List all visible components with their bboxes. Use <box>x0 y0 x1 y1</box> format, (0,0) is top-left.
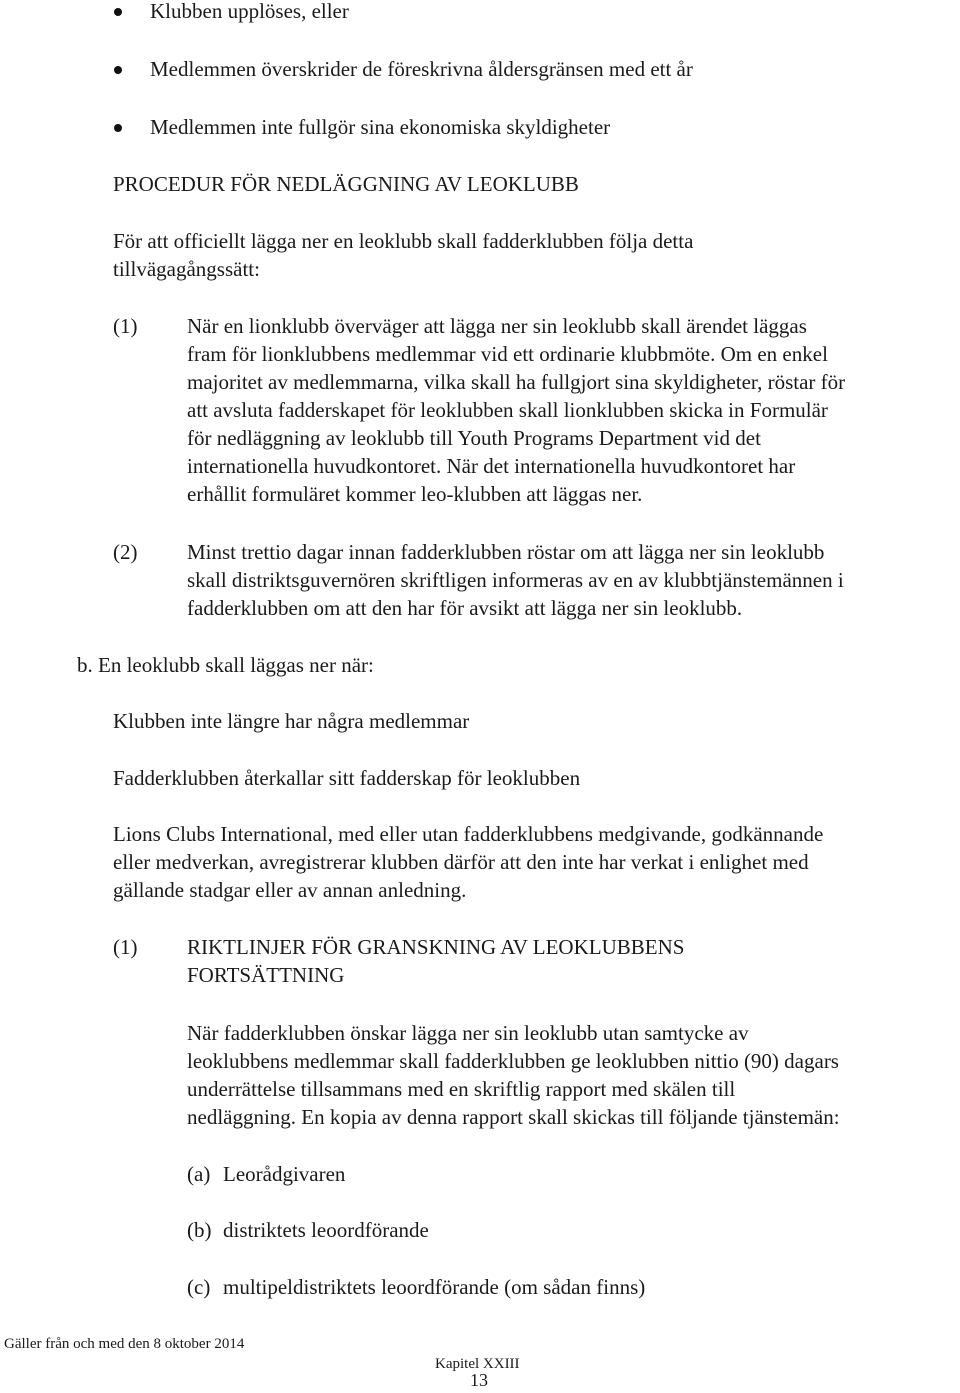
guideline-body-line: leoklubbens medlemmar skall fadderklubben ge leoklubben nittio (90) dagars <box>187 1049 839 1073</box>
guideline-title-line: RIKTLINJER FÖR GRANSKNING AV LEOKLUBBENS <box>187 935 685 959</box>
step-line: skall distriktsguvernören skriftligen informeras av en av klubbtjänstemännen i <box>187 568 844 592</box>
bullet-item: Klubben upplöses, eller <box>150 0 349 23</box>
step-line: att avsluta fadderskapet för leoklubben skall lionklubben skicka in Formulär <box>187 398 828 422</box>
recipient-text: Leorådgivaren <box>223 1162 346 1186</box>
condition-item: Klubben inte längre har några medlemmar <box>113 709 470 733</box>
bullet-dot <box>114 124 122 132</box>
bullet-item: Medlemmen överskrider de föreskrivna åldersgränsen med ett år <box>150 57 693 81</box>
bullet-dot <box>114 66 122 74</box>
step-line: majoritet av medlemmarna, vilka skall ha fullgjort sina skyldigheter, röstar för <box>187 370 846 394</box>
condition-line: Lions Clubs International, med eller utan fadderklubbens medgivande, godkännande <box>113 822 824 846</box>
intro-line: tillvägagångssätt: <box>113 257 260 281</box>
bullet-dot <box>114 8 122 16</box>
section-b-heading: b. En leoklubb skall läggas ner när: <box>77 653 374 677</box>
guideline-number: (1) <box>113 935 138 959</box>
step-line: erhållit formuläret kommer leo-klubben att läggas ner. <box>187 482 643 506</box>
intro-line: För att officiellt lägga ner en leoklubb skall fadderklubben följa detta <box>113 229 694 253</box>
step-line: internationella huvudkontoret. När det internationella huvudkontoret har <box>187 454 796 478</box>
guideline-body-line: nedläggning. En kopia av denna rapport skall skickas till följande tjänstemän: <box>187 1105 840 1129</box>
bullet-item: Medlemmen inte fullgör sina ekonomiska skyldigheter <box>150 115 611 139</box>
footer-valid-from: Gäller från och med den 8 oktober 2014 <box>4 1336 245 1352</box>
step-line: för nedläggning av leoklubb till Youth Programs Department vid det <box>187 426 761 450</box>
condition-item <box>113 820 823 904</box>
step-paragraph <box>187 312 845 508</box>
step-number: (1) <box>113 314 138 338</box>
guideline-body-line: När fadderklubben önskar lägga ner sin leoklubb utan samtycke av <box>187 1021 749 1045</box>
guideline-body-line: underrättelse tillsammans med en skriftlig rapport med skälen till <box>187 1077 736 1101</box>
recipient-letter: (b) <box>187 1218 212 1242</box>
recipient-text: distriktets leoordförande <box>223 1218 429 1242</box>
recipient-letter: (c) <box>187 1275 211 1299</box>
guideline-body <box>187 1019 840 1131</box>
step-line: När en lionklubb överväger att lägga ner sin leoklubb skall ärendet läggas <box>187 314 807 338</box>
guideline-title-line: FORTSÄTTNING <box>187 963 345 987</box>
recipient-text: multipeldistriktets leoordförande (om sådan finns) <box>223 1275 646 1299</box>
step-line: fram för lionklubbens medlemmar vid ett ordinarie klubbmöte. Om en enkel <box>187 342 828 366</box>
condition-item: Fadderklubben återkallar sitt fadderskap för leoklubben <box>113 766 581 790</box>
condition-line: gällande stadgar eller av annan anledning. <box>113 878 467 902</box>
footer-chapter: Kapitel XXIII <box>435 1356 520 1372</box>
condition-line: eller medverkan, avregistrerar klubben därför att den inte har verkat i enlighet med <box>113 850 809 874</box>
guideline-title <box>187 933 684 989</box>
recipient-letter: (a) <box>187 1162 211 1186</box>
procedure-heading: PROCEDUR FÖR NEDLÄGGNING AV LEOKLUBB <box>113 172 579 196</box>
step-number: (2) <box>113 540 138 564</box>
step-line: Minst trettio dagar innan fadderklubben röstar om att lägga ner sin leoklubb <box>187 540 825 564</box>
step-paragraph <box>187 538 844 622</box>
intro-paragraph <box>113 227 693 283</box>
step-line: fadderklubben om att den har för avsikt att lägga ner sin leoklubb. <box>187 596 743 620</box>
page-number: 13 <box>470 1370 488 1390</box>
